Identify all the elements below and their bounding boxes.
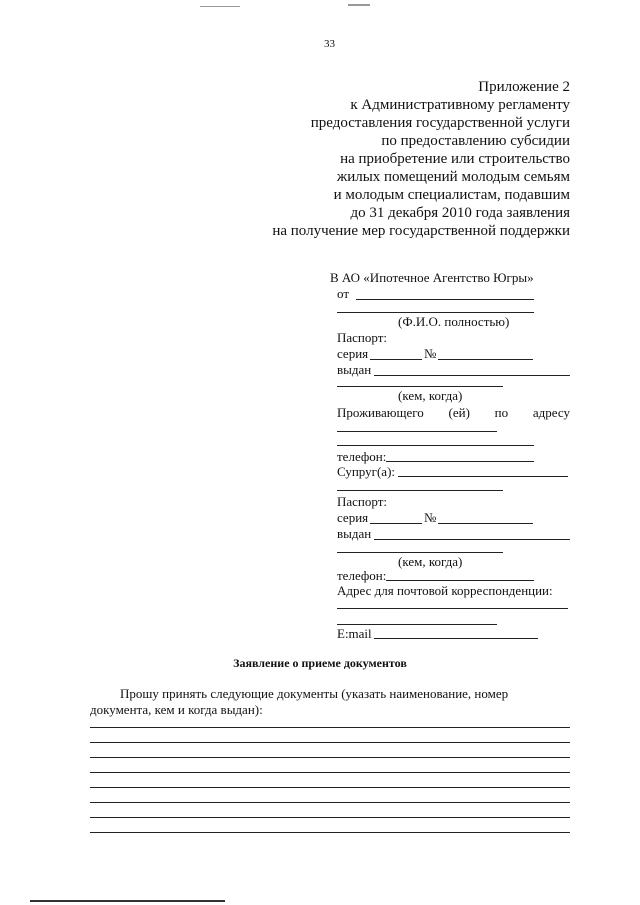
series2-label: серия [337, 510, 369, 525]
residing-word: Проживающего [337, 405, 424, 420]
documents-field-line-8[interactable] [90, 832, 570, 833]
passport-label: Паспорт: [337, 330, 388, 345]
header-line: до 31 декабря 2010 года заявления [350, 205, 570, 221]
header-line: к Административному регламенту [350, 97, 570, 113]
residing-word: по [494, 405, 509, 420]
issued-label: выдан [337, 362, 372, 377]
number-label: № [424, 346, 437, 361]
documents-field-line-7[interactable] [90, 817, 570, 818]
documents-field-line-5[interactable] [90, 787, 570, 788]
passport2-label: Паспорт: [337, 494, 388, 509]
issued2-field-line-2[interactable] [337, 552, 503, 553]
fio-field-line[interactable] [337, 312, 534, 313]
appendix-header [272, 78, 570, 240]
spouse-field[interactable] [398, 476, 568, 477]
from-label: от [337, 286, 350, 301]
residing-word: адресу [532, 405, 570, 420]
phone2-label: телефон: [337, 568, 387, 583]
documents-field-line-4[interactable] [90, 772, 570, 773]
documents-field-line-3[interactable] [90, 757, 570, 758]
page-number: 33 [324, 38, 335, 50]
number2-label: № [424, 510, 437, 525]
postal-field-line-1[interactable] [337, 608, 568, 609]
spouse-label: Супруг(а): [337, 464, 396, 479]
phone-field[interactable] [386, 461, 534, 462]
documents-field-line-1[interactable] [90, 727, 570, 728]
address-field-line-2[interactable] [337, 445, 534, 446]
fio-caption: (Ф.И.О. полностью) [398, 314, 510, 329]
header-line: по предоставлению субсидии [381, 133, 570, 149]
issued-caption: (кем, когда) [398, 388, 463, 403]
header-line: предоставления государственной услуги [310, 115, 570, 131]
number2-field[interactable] [438, 523, 533, 524]
documents-field-line-2[interactable] [90, 742, 570, 743]
series2-field[interactable] [370, 523, 422, 524]
statement-text: Прошу принять следующие документы (указать наименование, номер документа, кем и когда выдан): [90, 686, 509, 717]
issued-field-line-2[interactable] [337, 386, 503, 387]
issued2-field[interactable] [374, 539, 570, 540]
issued2-label: выдан [337, 526, 372, 541]
documents-field-line-6[interactable] [90, 802, 570, 803]
number-field[interactable] [438, 359, 533, 360]
header-line: на приобретение или строительство [340, 151, 570, 167]
header-line: Приложение 2 [478, 79, 570, 95]
scan-artifact [200, 6, 240, 7]
header-line: на получение мер государственной поддержки [272, 223, 570, 239]
phone2-field[interactable] [386, 580, 534, 581]
from-field[interactable] [356, 299, 534, 300]
issued-field[interactable] [374, 375, 570, 376]
residing-address-label [337, 405, 570, 421]
residing-word: (ей) [448, 405, 470, 420]
scan-artifact [30, 900, 225, 902]
series-label: серия [337, 346, 369, 361]
postal-field-line-2[interactable] [337, 624, 497, 625]
email-field[interactable] [374, 638, 538, 639]
spouse-field-line-2[interactable] [337, 490, 503, 491]
statement-title: Заявление о приеме документов [233, 656, 407, 670]
header-line: жилых помещений молодым семьям [336, 169, 570, 185]
series-field[interactable] [370, 359, 422, 360]
addressee: В АО «Ипотечное Агентство Югры» [330, 270, 534, 285]
issued2-caption: (кем, когда) [398, 554, 463, 569]
postal-address-label: Адрес для почтовой корреспонденции: [337, 583, 553, 598]
email-label: E:mail [337, 626, 372, 641]
phone-label: телефон: [337, 449, 387, 464]
scan-artifact [348, 4, 370, 6]
address-field-line-1[interactable] [337, 431, 497, 432]
header-line: и молодым специалистам, подавшим [333, 187, 570, 203]
